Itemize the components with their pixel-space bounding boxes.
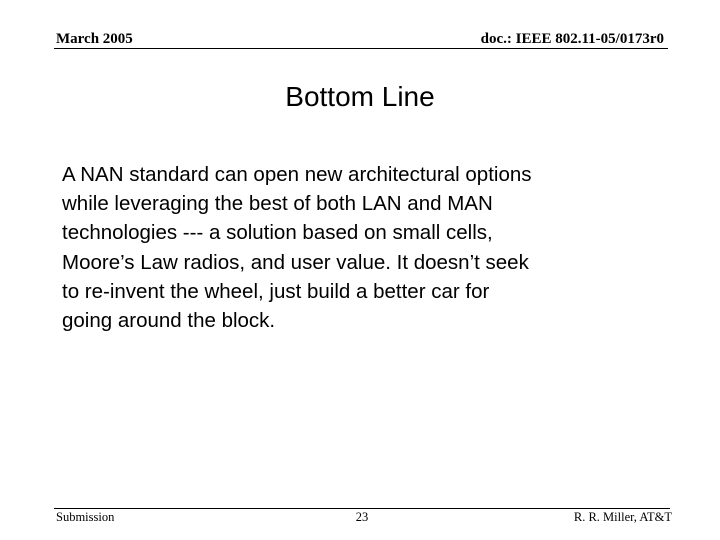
header-doc-id: doc.: IEEE 802.11-05/0173r0	[480, 31, 664, 47]
slide-body-text: A NAN standard can open new architectural options while leveraging the best of both LAN and MAN technologies --- a solution based on small cells, Moore’s Law radios, and user value. It doesn’t seek to re-invent the wheel, just build a better car for going around the block.	[62, 163, 532, 333]
slide-title: Bottom Line	[285, 81, 435, 112]
footer-author: R. R. Miller, AT&T	[573, 510, 672, 524]
footer-submission-label: Submission	[56, 510, 115, 524]
footer-page-number: 23	[355, 510, 369, 524]
header-date: March 2005	[56, 31, 133, 47]
header-divider	[54, 48, 668, 49]
footer-divider	[54, 508, 670, 509]
